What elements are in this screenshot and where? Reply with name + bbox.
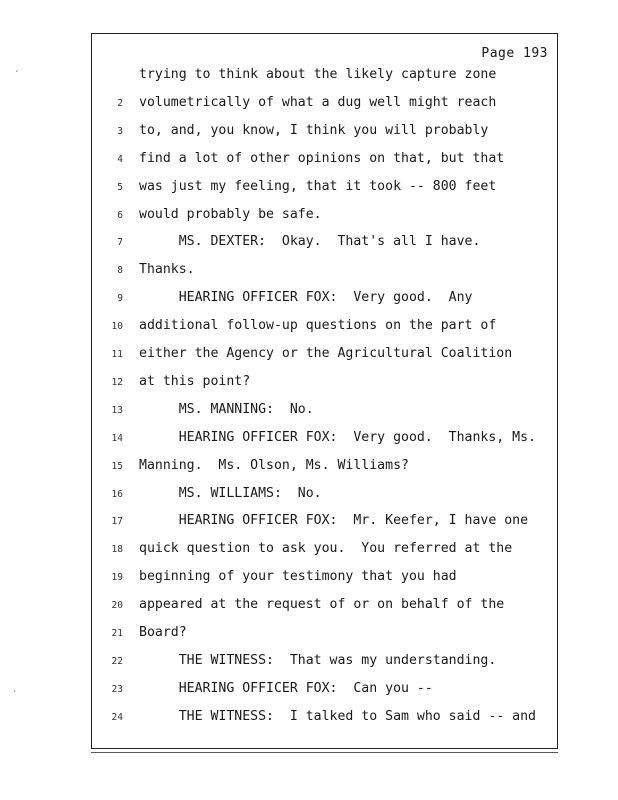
line-number: 21 [111, 628, 123, 639]
line-number: 9 [117, 293, 123, 305]
line-text: beginning of your testimony that you had [139, 569, 457, 585]
transcript-line [0, 681, 618, 701]
line-number: 18 [111, 544, 123, 556]
transcript-line [0, 402, 618, 422]
transcript-line [0, 597, 618, 617]
scan-speck: ˋ [12, 690, 19, 701]
transcript-line [0, 374, 618, 394]
line-number: 6 [117, 209, 123, 221]
line-number: 16 [111, 488, 123, 500]
line-text: Board? [139, 625, 187, 640]
line-text: THE WITNESS: That was my understanding. [139, 652, 497, 668]
line-text: appeared at the request of or on behalf of the [139, 597, 505, 613]
line-text: volumetrically of what a dug well might reach [139, 94, 497, 110]
transcript-line [0, 569, 618, 589]
line-number: 14 [111, 432, 123, 444]
line-text: THE WITNESS: I talked to Sam who said -- and [139, 708, 536, 724]
transcript-line [0, 95, 618, 115]
line-number: 17 [111, 516, 123, 528]
line-number: 5 [117, 181, 123, 193]
transcript-line [0, 458, 618, 478]
transcript-line [0, 123, 618, 143]
transcript-line [0, 151, 618, 171]
line-text: MS. WILLIAMS: No. [139, 485, 322, 501]
line-number: 23 [111, 683, 123, 695]
transcript-line [0, 625, 618, 645]
transcript-line [0, 430, 618, 450]
line-text: HEARING OFFICER FOX: Very good. Any [139, 290, 473, 306]
line-number: 8 [117, 265, 123, 277]
line-text: at this point? [139, 373, 251, 389]
line-text: HEARING OFFICER FOX: Can you -- [139, 680, 433, 696]
line-number: 7 [117, 237, 123, 249]
line-number: 24 [111, 711, 123, 723]
scan-speck: ˊ [14, 70, 21, 81]
bottom-rule [91, 752, 558, 753]
line-text: trying to think about the likely capture zone [139, 67, 497, 82]
line-text: MS. DEXTER: Okay. That's all I have. [139, 234, 481, 250]
line-number: 13 [111, 404, 123, 416]
line-text: HEARING OFFICER FOX: Mr. Keefer, I have one [139, 513, 529, 529]
transcript-line [0, 709, 618, 729]
line-number: 11 [111, 349, 123, 360]
line-number: 10 [111, 321, 123, 333]
line-number: 3 [117, 125, 123, 137]
line-text: to, and, you know, I think you will probably [139, 122, 489, 138]
page-number: Page 193 [481, 46, 548, 61]
transcript-line [0, 179, 618, 199]
transcript-line [0, 234, 618, 254]
line-number: 4 [117, 153, 123, 165]
line-number: 2 [117, 97, 123, 109]
line-number: 22 [111, 655, 123, 667]
line-text: additional follow-up questions on the part of [139, 318, 497, 334]
line-text: HEARING OFFICER FOX: Very good. Thanks, Ms. [139, 429, 536, 445]
line-text: find a lot of other opinions on that, but that [139, 150, 505, 166]
transcript-line [0, 653, 618, 673]
line-text: was just my feeling, that it took -- 800 feet [139, 178, 497, 194]
line-number: 19 [111, 572, 123, 584]
line-text: would probably be safe. [139, 206, 322, 222]
transcript-line [0, 541, 618, 561]
transcript-line [0, 67, 618, 87]
line-text: Thanks. [139, 262, 195, 278]
line-text: MS. MANNING: No. [139, 401, 314, 417]
transcript-line [0, 346, 618, 366]
line-number: 15 [111, 460, 123, 472]
line-text: quick question to ask you. You referred at the [139, 541, 513, 557]
line-text: either the Agency or the Agricultural Coalition [139, 346, 513, 361]
line-text: Manning. Ms. Olson, Ms. Williams? [139, 457, 409, 473]
transcript-line [0, 318, 618, 338]
transcript-line [0, 290, 618, 310]
line-number: 20 [111, 600, 123, 612]
transcript-line [0, 262, 618, 282]
transcript-line [0, 486, 618, 506]
transcript-line [0, 207, 618, 227]
line-number: 12 [111, 376, 123, 388]
transcript-line [0, 513, 618, 533]
